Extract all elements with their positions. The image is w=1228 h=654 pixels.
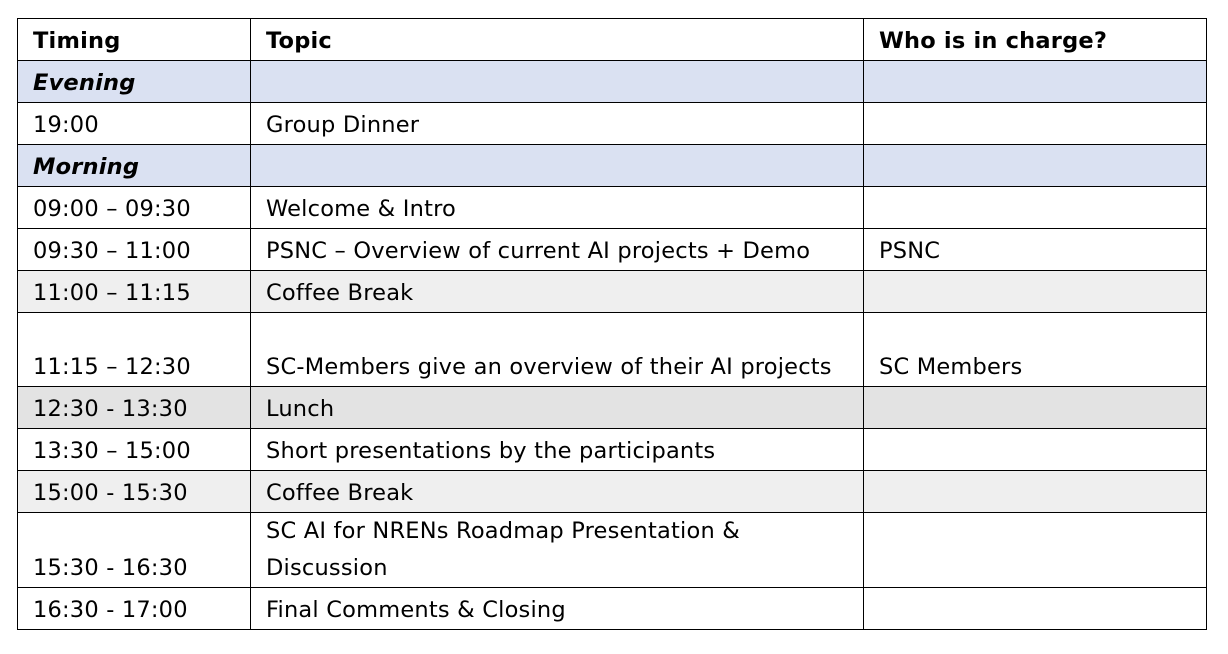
who-cell — [864, 187, 1207, 229]
topic-cell: SC-Members give an overview of their AI projects — [251, 313, 864, 387]
topic-cell: PSNC – Overview of current AI projects + Demo — [251, 229, 864, 271]
topic-cell — [251, 145, 864, 187]
header-topic: Topic — [251, 19, 864, 61]
timing-cell: 15:00 - 15:30 — [18, 471, 251, 513]
agenda-table — [17, 18, 1207, 630]
timing-cell: 11:00 – 11:15 — [18, 271, 251, 313]
topic-cell: Group Dinner — [251, 103, 864, 145]
who-cell — [864, 103, 1207, 145]
table-row-break — [18, 471, 1207, 513]
topic-cell — [251, 61, 864, 103]
table-row — [18, 187, 1207, 229]
timing-cell: 09:00 – 09:30 — [18, 187, 251, 229]
who-cell — [864, 513, 1207, 588]
table-row — [18, 513, 1207, 588]
table-row — [18, 429, 1207, 471]
table-row — [18, 588, 1207, 630]
topic-cell: Coffee Break — [251, 471, 864, 513]
who-cell — [864, 588, 1207, 630]
topic-cell: SC AI for NRENs Roadmap Presentation & Discussion — [251, 513, 864, 588]
timing-cell: 19:00 — [18, 103, 251, 145]
who-cell — [864, 471, 1207, 513]
table-row — [18, 103, 1207, 145]
table-row — [18, 229, 1207, 271]
timing-cell: 16:30 - 17:00 — [18, 588, 251, 630]
section-row-morning — [18, 145, 1207, 187]
topic-cell: Short presentations by the participants — [251, 429, 864, 471]
timing-cell: 12:30 - 13:30 — [18, 387, 251, 429]
timing-cell: 09:30 – 11:00 — [18, 229, 251, 271]
who-cell — [864, 145, 1207, 187]
timing-cell: 13:30 – 15:00 — [18, 429, 251, 471]
who-cell — [864, 429, 1207, 471]
header-row — [18, 19, 1207, 61]
timing-cell: 11:15 – 12:30 — [18, 313, 251, 387]
section-row-evening — [18, 61, 1207, 103]
who-cell: PSNC — [864, 229, 1207, 271]
section-label: Evening — [18, 61, 251, 103]
who-cell — [864, 61, 1207, 103]
who-cell — [864, 387, 1207, 429]
header-timing: Timing — [18, 19, 251, 61]
table-row — [18, 313, 1207, 387]
table-row-break — [18, 271, 1207, 313]
timing-cell: 15:30 - 16:30 — [18, 513, 251, 588]
topic-cell: Final Comments & Closing — [251, 588, 864, 630]
topic-cell: Welcome & Intro — [251, 187, 864, 229]
table-row-lunch — [18, 387, 1207, 429]
topic-cell: Lunch — [251, 387, 864, 429]
header-who: Who is in charge? — [864, 19, 1207, 61]
topic-cell: Coffee Break — [251, 271, 864, 313]
section-label: Morning — [18, 145, 251, 187]
who-cell: SC Members — [864, 313, 1207, 387]
who-cell — [864, 271, 1207, 313]
